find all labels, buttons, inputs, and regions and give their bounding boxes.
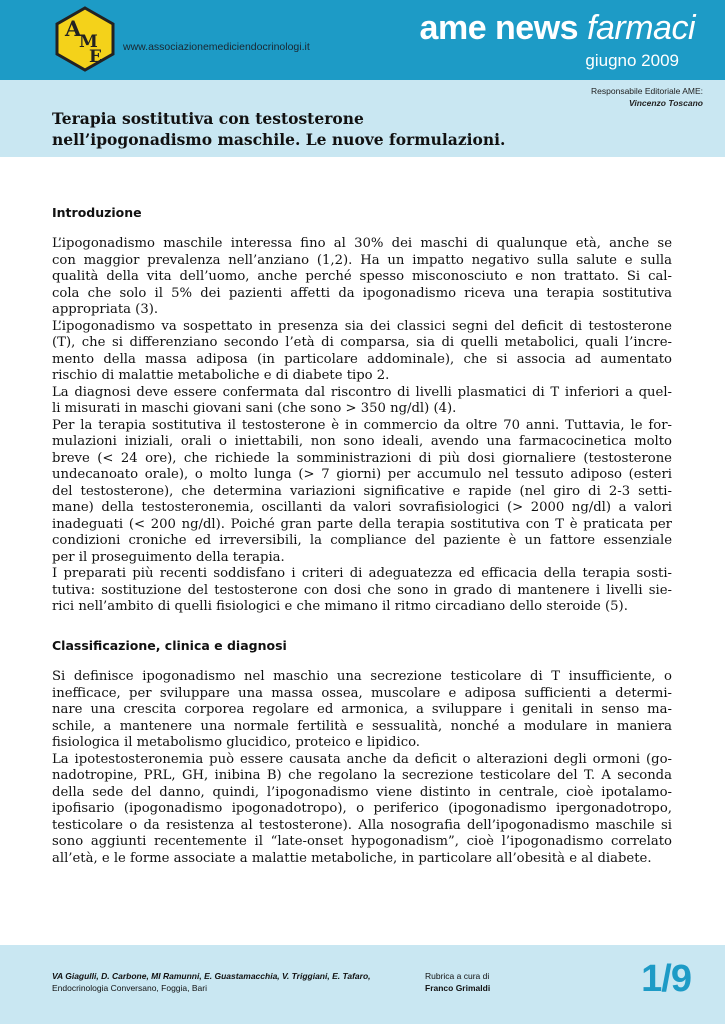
paragraph-line: della sede del danno, quindi, l’ipogonadismo viene distinto in centrale, cioè ipotalamo- xyxy=(52,784,672,800)
paragraph-line: nare una crescita corporea regolare ed armonica, a sviluppare i genitali in senso ma- xyxy=(52,702,672,717)
paragraph-line: li misurati in maschi giovani sani (che sono > 350 ng/dl) (4). xyxy=(52,401,457,416)
paragraph-line: schile, a mantenere una normale fertilità e sessualità, nonché a modulare in maniera xyxy=(52,718,672,734)
paragraph-line: condizioni croniche ed irreversibili, la compliance del paziente è un fattore essenziale xyxy=(52,533,672,548)
paragraph-line: del testosterone), che determina variazioni significative e rapide (nel giro di 2-3 setti- xyxy=(52,483,672,499)
section-body-introduzione xyxy=(52,236,672,616)
section-heading-introduzione: Introduzione xyxy=(52,205,142,220)
paragraph-line: La diagnosi deve essere confermata dal riscontro di livelli plasmatici di T inferiori a quel- xyxy=(52,384,672,400)
issue-date: giugno 2009 xyxy=(585,51,679,70)
paragraph-line: Per la terapia sostitutiva il testosterone è in commercio da oltre 70 anni. Tuttavia, le for- xyxy=(52,417,672,433)
article-title xyxy=(52,108,505,150)
authors-affiliation: Endocrinologia Conversano, Foggia, Bari xyxy=(52,983,207,993)
paragraph-line: appropriata (3). xyxy=(52,302,159,317)
site-url-link[interactable]: www.associazionemediciendocrinologi.it xyxy=(123,41,310,53)
paragraph-line: Si definisce ipogonadismo nel maschio una secrezione testicolare di T insufficiente, o xyxy=(52,669,672,684)
svg-text:E: E xyxy=(89,47,102,67)
ame-logo xyxy=(52,6,118,72)
paragraph-line: inadeguati (< 200 ng/dl). Poiché gran parte della terapia sostitutiva con T è praticata per xyxy=(52,516,672,532)
section-body-classificazione xyxy=(52,669,672,867)
article-title-line: nell’ipogonadismo maschile. Le nuove formulazioni. xyxy=(52,130,506,149)
editor-credit xyxy=(591,85,703,109)
rubric-curator: Franco Grimaldi xyxy=(425,983,491,993)
paragraph-line: tutiva: sostituzione del testosterone con dosi che sono in grado di mantenere i livelli sie- xyxy=(52,582,672,598)
paragraph-line: qualità della vita dell’uomo, anche perché spesso misconosciuto e non trattato. Si cal- xyxy=(52,269,672,284)
paragraph-line: breve (< 24 ore), che richiede la somministrazioni di più dosi giornaliere (testosterone xyxy=(52,450,672,466)
svg-text:A: A xyxy=(65,16,82,41)
paragraph-line: testicolare o da resistenza al testosterone). Alla nosografia dell’ipogonadismo maschile si xyxy=(52,817,672,833)
paragraph-line: (T), che si differenziano secondo l’età di comparsa, sia di quelli metabolici, quali l’incre- xyxy=(52,335,672,350)
editor-label: Responsabile Editoriale AME: xyxy=(591,86,703,96)
paragraph-line: rischio di malattie metaboliche e di diabete tipo 2. xyxy=(52,368,390,383)
rubric-label: Rubrica a cura di xyxy=(425,971,490,981)
authors-credit xyxy=(52,970,371,994)
svg-text:M: M xyxy=(79,32,98,52)
paragraph-line: cola che solo il 5% dei pazienti affetti da ipogonadismo riceva una terapia sostitutiva xyxy=(52,285,672,301)
brand-bold: ame news xyxy=(419,9,579,47)
paragraph-line: rici nell’ambito di quelli fisiologici e che mimano il ritmo circadiano dello steroide (5). xyxy=(52,599,628,614)
paragraph-line: mane) della testosteronemia, oscillanti da valori sovrafisiologici (> 2000 ng/dl) a valori xyxy=(52,500,672,515)
paragraph-line: I preparati più recenti soddisfano i criteri di adeguatezza ed efficacia della terapia sosti- xyxy=(52,566,672,581)
paragraph-line: ipofisario (ipogonadismo ipogonadotropo), o periferico (ipogonadismo ipergonadotropo, xyxy=(52,801,672,816)
paragraph-line: sono aggiunti recentemente il “late-onset hypogonadism”, cioè l’ipogonadismo correlato xyxy=(52,834,672,849)
brand-title xyxy=(420,10,695,46)
authors-names: VA Giagulli, D. Carbone, MI Ramunni, E. Guastamacchia, V. Triggiani, E. Tafaro, xyxy=(52,971,371,981)
paragraph-line: nadotropine, PRL, GH, inibina B) che regolano la secrezione testicolare del T. A seconda xyxy=(52,768,672,783)
article-title-line: Terapia sostitutiva con testosterone xyxy=(52,109,364,128)
editor-name: Vincenzo Toscano xyxy=(629,98,703,108)
paragraph-line: per il proseguimento della terapia. xyxy=(52,549,285,565)
paragraph-line: L’ipogonadismo va sospettato in presenza sia dei classici segni del deficit di testosterone xyxy=(52,318,672,334)
paragraph-line: all’età, e le forme associate a malattie metaboliche, in particolare all’obesità e al diabete. xyxy=(52,850,652,866)
paragraph-line: inefficace, per sviluppare una massa ossea, muscolare e adiposa sufficienti a determi- xyxy=(52,685,672,701)
page-number: 1/9 xyxy=(641,958,691,1000)
paragraph-line: fisiologica il metabolismo glucidico, proteico e lipidico. xyxy=(52,735,420,750)
section-heading-classificazione: Classificazione, clinica e diagnosi xyxy=(52,638,287,653)
paragraph-line: La ipotestosteronemia può essere causata anche da deficit o alterazioni degli ormoni (go- xyxy=(52,751,672,767)
paragraph-line: L’ipogonadismo maschile interessa fino al 30% dei maschi di qualunque età, anche se xyxy=(52,236,672,251)
paragraph-line: mento della massa adiposa (in particolare addominale), che si associa ad aumentato xyxy=(52,351,672,367)
paragraph-line: mulazioni iniziali, orali o iniettabili, non sono ideali, avendo una farmacocinetica molto xyxy=(52,434,672,449)
paragraph-line: undecanoato orale), o molto lunga (> 7 giorni) per accumulo nel tessuto adiposo (esteri xyxy=(52,467,672,482)
rubric-credit xyxy=(425,970,490,994)
paragraph-line: con maggior prevalenza nell’anziano (1,2). Ha un impatto negativo sulla salute e sulla xyxy=(52,252,672,268)
brand-italic: farmaci xyxy=(587,9,695,47)
